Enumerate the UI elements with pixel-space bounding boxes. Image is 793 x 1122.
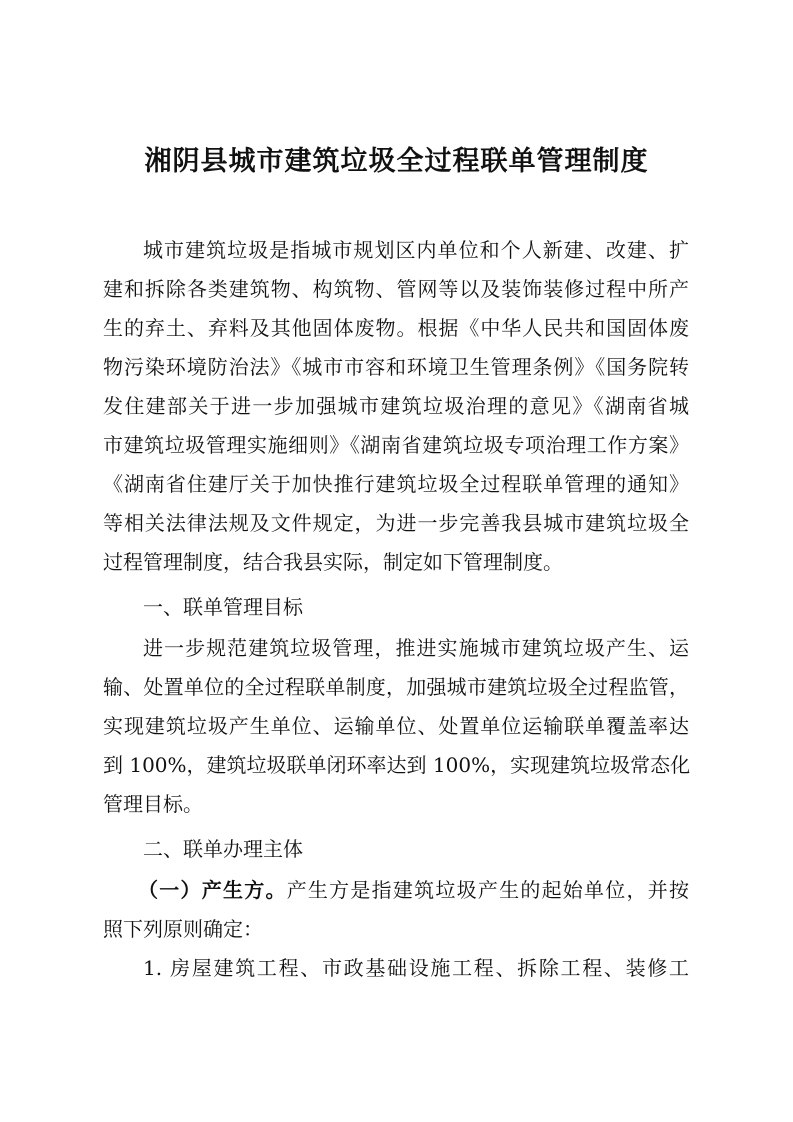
section-1-line-5: 管理目标。 [103,792,203,816]
item-1-lead: （一）产生方。 [138,878,287,902]
section-1-line-4: 到 100%，建筑垃圾联单闭环率达到 100%，实现建筑垃圾常态化 [103,753,691,777]
intro-line-4: 物污染环境防治法》《城市市容和环境卫生管理条例》《国务院转 [103,355,689,379]
section-2-heading: 二、联单办理主体 [143,837,303,861]
intro-line-2: 建和拆除各类建筑物、构筑物、管网等以及装饰装修过程中所产 [103,277,689,301]
section-1-line-3: 实现建筑垃圾产生单位、运输单位、处置单位运输联单覆盖率达 [103,714,689,738]
item-1-text: 产生方是指建筑垃圾产生的起始单位，并按 [286,878,690,902]
document-title: 湘阴县城市建筑垃圾全过程联单管理制度 [144,146,649,177]
section-2-item-1-line-1 [138,873,689,907]
intro-line-6: 市建筑垃圾管理实施细则》《湖南省建筑垃圾专项治理工作方案》 [103,433,689,457]
section-1-line-1: 进一步规范建筑垃圾管理，推进实施城市建筑垃圾产生、运 [143,636,689,660]
intro-line-9: 过程管理制度，结合我县实际，制定如下管理制度。 [103,550,563,574]
intro-line-1: 城市建筑垃圾是指城市规划区内单位和个人新建、改建、扩 [143,238,689,262]
section-1-line-2: 输、处置单位的全过程联单制度，加强城市建筑垃圾全过程监管， [103,675,689,699]
section-2-item-1-line-2: 照下列原则确定： [103,917,263,941]
intro-line-3: 生的弃土、弃料及其他固体废物。根据《中华人民共和国固体废 [103,316,689,340]
section-2-sub-1-line-1: 1. 房屋建筑工程、市政基础设施工程、拆除工程、装修工 [143,956,689,980]
section-1-heading: 一、联单管理目标 [143,595,303,619]
intro-line-5: 发住建部关于进一步加强城市建筑垃圾治理的意见》《湖南省城 [103,394,689,418]
intro-line-8: 等相关法律法规及文件规定，为进一步完善我县城市建筑垃圾全 [103,511,689,535]
intro-line-7: 《湖南省住建厅关于加快推行建筑垃圾全过程联单管理的通知》 [103,472,689,496]
